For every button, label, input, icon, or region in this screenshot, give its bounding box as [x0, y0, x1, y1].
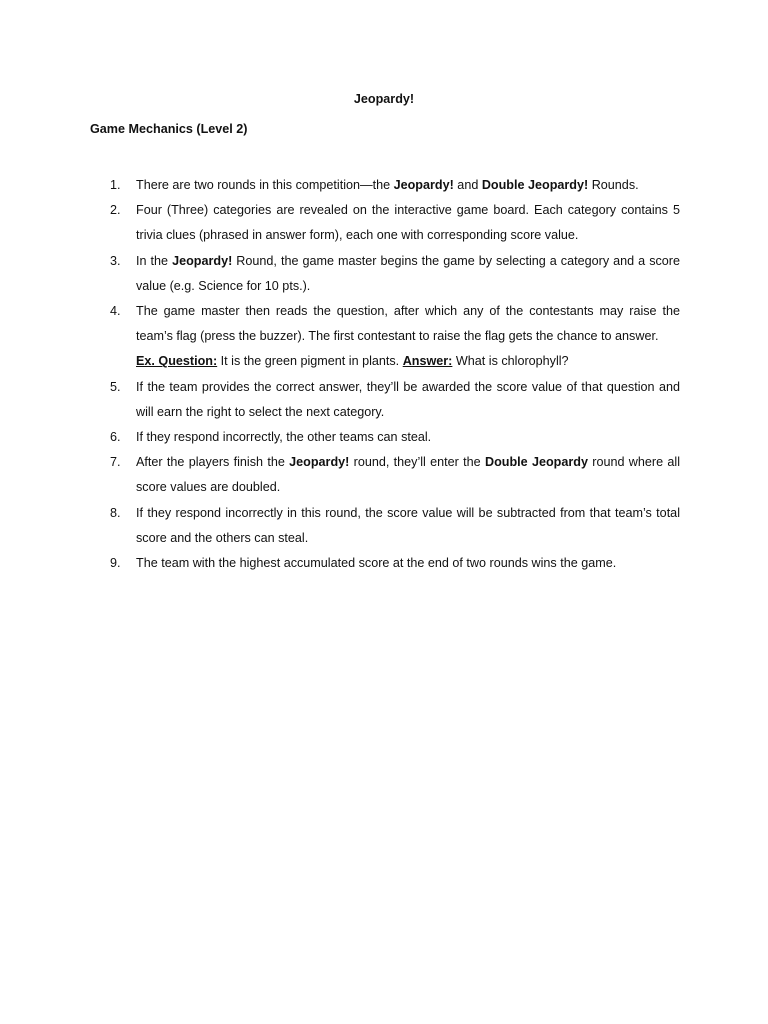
- rule-number: 3.: [110, 253, 121, 268]
- example-answer-text: What is chlorophyll?: [452, 354, 569, 369]
- bold-term: Jeopardy!: [393, 178, 454, 192]
- document-title: Jeopardy!: [353, 92, 415, 106]
- text-run: round, they’ll enter the: [349, 455, 485, 470]
- rule-item: [110, 450, 680, 500]
- rule-number: 6.: [110, 430, 121, 445]
- rule-item: [110, 173, 680, 198]
- example-question-label: Ex. Question:: [136, 354, 218, 369]
- rule-number: 4.: [110, 304, 121, 319]
- bold-term: Double Jeopardy: [485, 455, 588, 470]
- example-line: [136, 349, 680, 374]
- text-run: After the players finish the: [136, 455, 290, 470]
- rule-item: [110, 501, 680, 551]
- rule-text: [136, 198, 680, 248]
- text-run: If they respond incorrectly in this round, the score value will be subtracted from that team’s total score and the others can steal.: [136, 505, 680, 545]
- rule-item: [110, 299, 680, 375]
- rule-text: [136, 551, 680, 576]
- rule-item: [110, 551, 680, 576]
- example-answer-label: Answer:: [402, 354, 453, 369]
- text-run: There are two rounds in this competition—the: [136, 178, 394, 192]
- rule-text: [136, 299, 680, 349]
- text-run: Rounds.: [588, 178, 639, 192]
- rule-text: [136, 501, 680, 551]
- rule-number: 7.: [110, 455, 121, 470]
- text-run: The game master then reads the question, after which any of the contestants may raise the team’s flag (press the buzzer). The first contestant to raise the flag gets the chance to answer.: [136, 304, 680, 344]
- example-question-text: It is the green pigment in plants.: [217, 354, 403, 369]
- text-run: and: [453, 178, 482, 192]
- text-run: The team with the highest accumulated score at the end of two rounds wins the game.: [136, 556, 617, 571]
- section-heading: Game Mechanics (Level 2): [90, 122, 248, 136]
- rule-number: 8.: [110, 505, 121, 520]
- text-run: If they respond incorrectly, the other teams can steal.: [136, 430, 432, 445]
- text-run: Four (Three) categories are revealed on the interactive game board. Each category contains 5 trivia clues (phrased in answer form), each one with corresponding score value.: [136, 203, 680, 243]
- rule-text: [136, 249, 680, 299]
- rule-item: [110, 375, 680, 425]
- rule-item: [110, 425, 680, 450]
- bold-term: Double Jeopardy!: [481, 178, 589, 192]
- rule-item: [110, 249, 680, 299]
- text-run: Round, the game master begins the game by selecting a category and a score value (e.g. Science for 10 pts.).: [136, 253, 681, 293]
- rule-text: [136, 450, 680, 500]
- rule-number: 1.: [110, 178, 121, 192]
- rule-item: [110, 198, 680, 248]
- bold-term: Jeopardy!: [289, 455, 350, 470]
- rule-text: [136, 425, 680, 450]
- rule-text: [136, 173, 680, 198]
- rule-number: 2.: [110, 203, 121, 218]
- rule-number: 5.: [110, 379, 121, 394]
- text-run: round where all score values are doubled.: [136, 455, 681, 495]
- rule-text: [136, 375, 680, 425]
- text-run: If the team provides the correct answer, they’ll be awarded the score value of that question and will earn the right to select the next category.: [136, 379, 680, 419]
- rule-number: 9.: [110, 556, 121, 571]
- rules-list: [110, 173, 680, 576]
- bold-term: Jeopardy!: [172, 253, 233, 268]
- text-run: In the: [136, 253, 173, 268]
